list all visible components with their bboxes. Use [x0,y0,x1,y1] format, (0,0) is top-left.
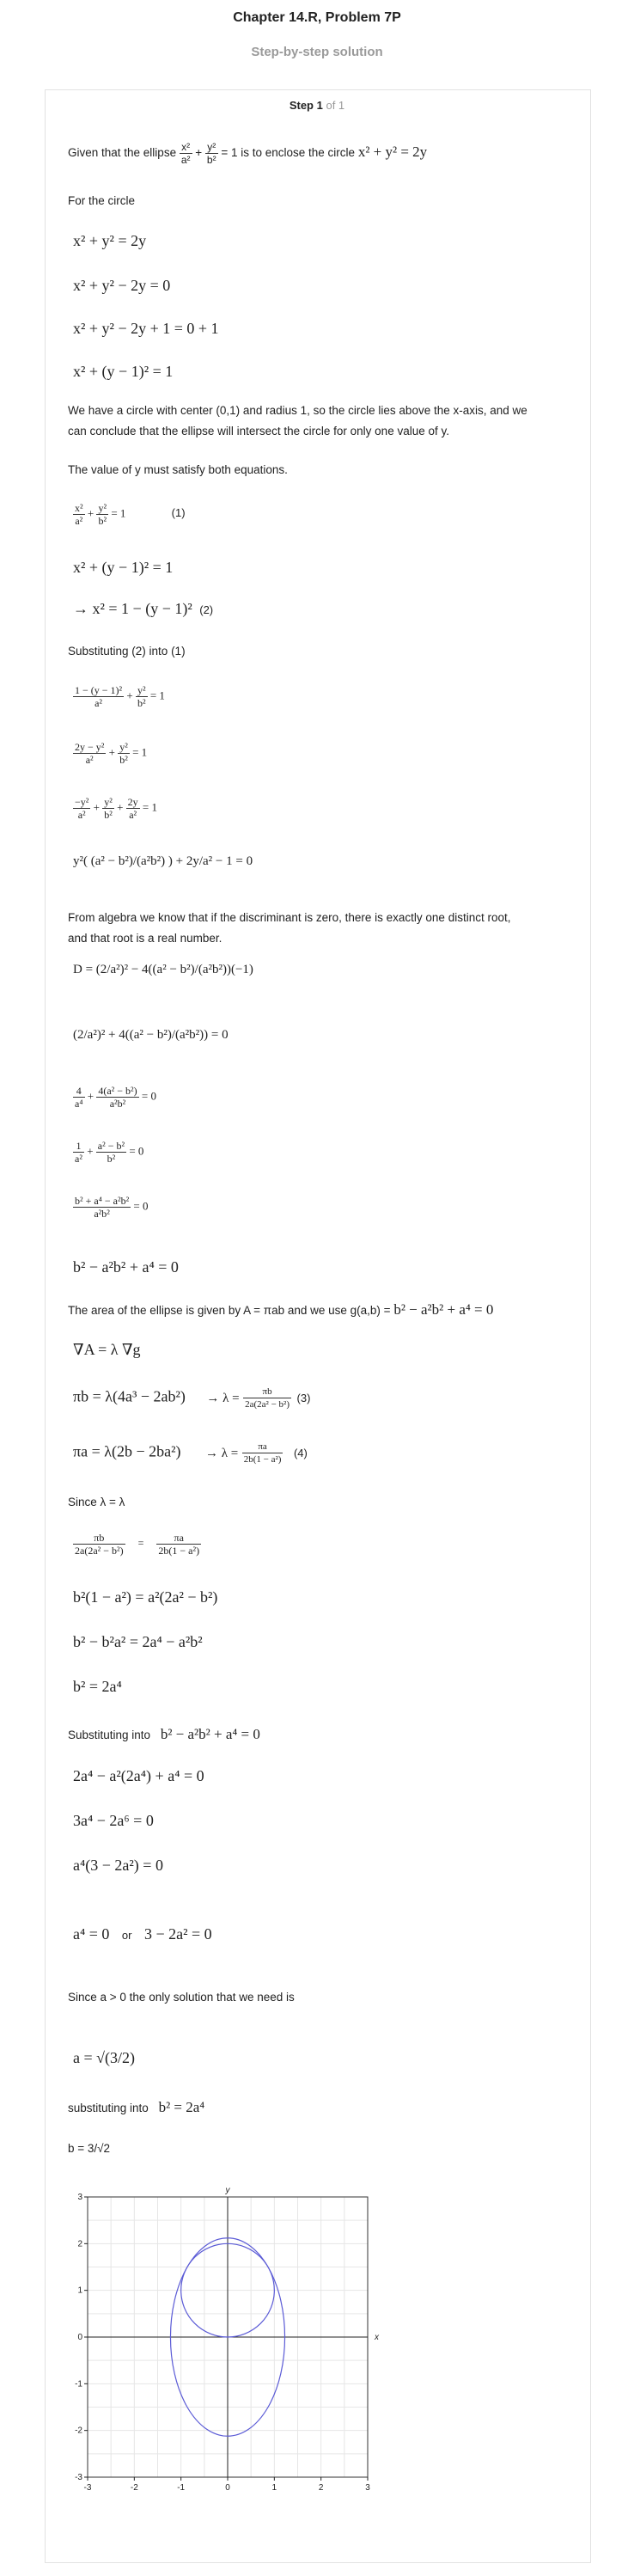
area-line [68,1300,493,1321]
eq-d6: b² − a²b² + a⁴ = 0 [73,1258,179,1276]
intro-text-b: is to enclose the circle [241,146,356,160]
eq-r2: b²(1 − a²) = a²(2a² − b²) [73,1588,218,1606]
intro-text-a: Given that the ellipse [68,146,177,160]
eq-q3: a⁴(3 − 2a²) = 0 [73,1857,163,1874]
area-eq: b² − a²b² + a⁴ = 0 [393,1301,494,1318]
eq-l1-left: πb = λ(4a³ − 2ab²) [73,1387,186,1405]
eq-l1: πb = λ(4a³ − 2ab²) → λ = $\frac{\pi b}{\text{2a(2a² − b²)}}$ (3) [73,1386,311,1410]
x-tick-label: -2 [130,2483,138,2491]
page-title: Chapter 14.R, Problem 7P [233,10,401,25]
step-of: of 1 [326,99,345,112]
subst-into-text: Substituting into [68,1729,151,1741]
eq-q4b: 3 − 2a² = 0 [143,1925,212,1943]
x-tick-label: 1 [271,2483,277,2491]
x-tick-label: -1 [177,2483,186,2491]
substituting-eq: b² = 2a⁴ [158,2099,205,2115]
y-tick-label: 3 [77,2193,82,2202]
eq-e3-row [73,600,213,618]
eq-sol-a: a = √(3/2) [73,2049,136,2066]
y-tick-label: 0 [77,2333,82,2342]
step-indicator [0,99,634,112]
eq-l1-arrow: → λ = [206,1391,240,1405]
eq-s2: $\frac{\text{2y − y²}}{\text{a²}}$ + $\frac{\text{y²}}{\text{b²}}$ = 1 [75,741,148,766]
eq-c1: x² + y² = 2y [73,232,147,249]
eq-d5: $\frac{\text{b² + a⁴ − a²b²}}{\text{a²b²}}$ = 0 [75,1195,149,1220]
y-tick-label: -3 [75,2473,82,2482]
eq-c3: x² + y² − 2y + 1 = 0 + 1 [73,320,219,337]
eq3-tag: (3) [296,1391,311,1404]
eq2-tag: (2) [199,603,214,616]
x-tick-label: 0 [225,2483,230,2491]
eq-q4 [73,1925,212,1943]
eq4-tag: (4) [293,1446,308,1459]
eq-d4: $\frac{1}{\text{a²}}$ + $\frac{\text{a² − b²}}{\text{b²}}$ = 0 [75,1140,144,1165]
para1-line1: We have a circle with center (0,1) and radius 1, so the circle lies above the x-axis, and we [68,404,527,417]
intro-line: Given that the ellipse $\frac{\text{x²}}{\text{a²}}$ + $\frac{\text{y²}}{\text{b²}}$ = 1 is to enclose the circle x² + y² = 2y [68,141,428,166]
eq-s4: y²( (a² − b²)/(a²b²) ) + 2y/a² − 1 = 0 [73,854,253,868]
b-value-text: b = 3/√2 [68,2142,111,2155]
eq-r4: b² = 2a⁴ [73,1678,122,1695]
eq-e2: x² + (y − 1)² = 1 [73,559,174,576]
eq-1: $\frac{\text{x²}}{\text{a²}}$ + $\frac{\text{y²}}{\text{b²}}$ = 1 (1) [75,502,186,527]
x-tick-label: 3 [365,2483,370,2491]
x-tick-label: -3 [83,2483,92,2491]
since-lambda-text: Since λ = λ [68,1496,125,1508]
ellipse-frac-y: $\frac{\text{y²}}{\text{b²}}$ [206,141,216,166]
ellipse-frac-x: $\frac{\text{x²}}{\text{a²}}$ [180,141,191,166]
eq-d2: (2/a²)² + 4((a² − b²)/(a²b²)) = 0 [73,1028,229,1042]
para2-line1: From algebra we know that if the discriminant is zero, there is exactly one distinct root, [68,911,511,924]
page-subtitle: Step-by-step solution [251,45,383,59]
y-tick-label: -2 [75,2426,82,2436]
for-circle-text: For the circle [68,194,136,207]
eq-d3: $\frac{4}{\text{a⁴}}$ + $\frac{\text{4(a² − b²)}}{\text{a²b²}}$ = 0 [75,1085,156,1110]
eq-q4-or: or [121,1929,132,1942]
subst-into-eq: b² − a²b² + a⁴ = 0 [160,1726,260,1742]
eq-grad: ∇A = λ ∇g [73,1341,141,1358]
eq-l2: πa = λ(2b − 2ba²) → λ = $\frac{\pi a}{\text{2b(1 − a²)}}$ (4) [73,1441,308,1465]
y-tick-label: 2 [77,2239,82,2249]
area-text: The area of the ellipse is given by A = πab and we use g(a,b) = [68,1304,391,1317]
intro-circle-eq: x² + y² = 2y [357,144,428,161]
para1-line2: can conclude that the ellipse will intersect the circle for only one value of y. [68,425,449,437]
eq-q2: 3a⁴ − 2a⁶ = 0 [73,1812,154,1829]
eq-l2-arrow: → λ = [204,1446,239,1460]
since-a-text: Since a > 0 the only solution that we need is [68,1991,295,2004]
eq-d1: D = (2/a²)² − 4((a² − b²)/(a²b²))(−1) [73,963,253,976]
substituting-line [68,2097,204,2119]
eq-c4: x² + (y − 1)² = 1 [73,363,174,380]
eq-s1: $\frac{\text{1 − (y − 1)²}}{\text{a²}}$ + $\frac{\text{y²}}{\text{b²}}$ = 1 [75,684,165,709]
y-axis-label: y [225,2186,230,2195]
eq-c2: x² + y² − 2y = 0 [73,277,171,294]
eq-q4a: a⁴ = 0 [73,1925,110,1943]
eq-l2-left: πa = λ(2b − 2ba²) [73,1442,181,1460]
para2-line2: and that root is a real number. [68,932,223,945]
value-y-text: The value of y must satisfy both equations. [68,463,288,476]
y-tick-label: -1 [75,2379,82,2389]
eq-r1: $\frac{\pi b}{\text{2a(2a² − b²)}}$ = $\frac{\pi a}{\text{2b(1 − a²)}}$ [75,1532,200,1557]
eq1-tag: (1) [171,506,186,520]
eq-s3: $\frac{\text{−y²}}{\text{a²}}$ + $\frac{\text{y²}}{\text{b²}}$ + $\frac{2y}{\text{a²}}$ = 1 [75,796,158,821]
substituting-text: Substituting (2) into (1) [68,645,186,658]
eq-q1: 2a⁴ − a²(2a⁴) + a⁴ = 0 [73,1767,204,1784]
x-axis-label: x [375,2333,379,2342]
y-tick-label: 1 [77,2285,82,2296]
eq-r3: b² − b²a² = 2a⁴ − a²b² [73,1633,203,1650]
step-label: Step 1 [289,99,323,112]
subst-into-line [68,1724,260,1746]
graph-svg [69,2181,395,2491]
x-tick-label: 2 [318,2483,324,2491]
eq-e3: → x² = 1 − (y − 1)² [73,600,192,617]
substituting-text: substituting into [68,2102,149,2114]
ellipse-circle-graph [69,2181,395,2491]
